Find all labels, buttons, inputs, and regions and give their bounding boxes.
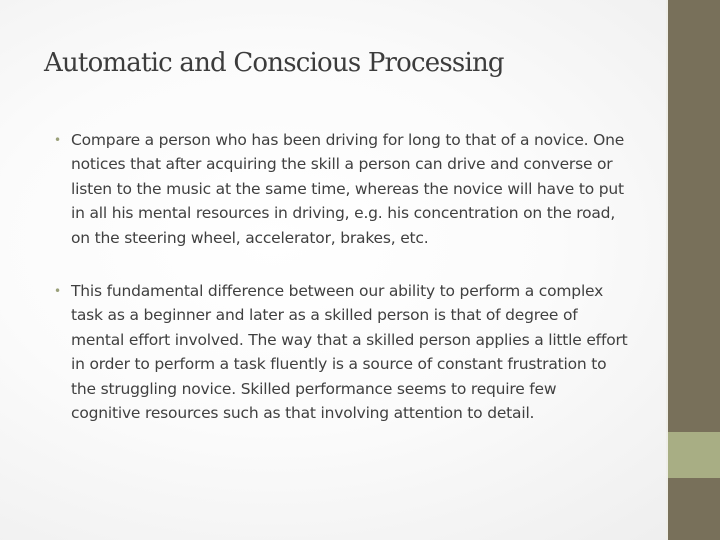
bullet-item [52, 279, 628, 425]
side-strip-accent-block [668, 432, 720, 478]
slide-content [52, 128, 628, 425]
bullet-dot-icon: • [54, 133, 61, 147]
bullet-item [52, 128, 628, 250]
decorative-side-strip [666, 0, 720, 540]
bullet-text: This fundamental difference between our ability to perform a complex task as a beginner and later as a skilled person is that of degree of mental effort involved. The way that a skilled person applies a little effort in order to perform a task fluently is a source of constant frustration to the struggling novice. Skilled performance seems to require few cognitive resources such as that involving attention to detail. [71, 282, 628, 423]
slide-title: Automatic and Conscious Processing [44, 48, 504, 78]
bullet-text: Compare a person who has been driving for long to that of a novice. One notices that after acquiring the skill a person can drive and converse or listen to the music at the same time, whereas the novice will have to put in all his mental resources in driving, e.g. his concentration on the road, on the steering wheel, accelerator, brakes, etc. [71, 131, 625, 247]
bullet-dot-icon: • [54, 284, 61, 299]
